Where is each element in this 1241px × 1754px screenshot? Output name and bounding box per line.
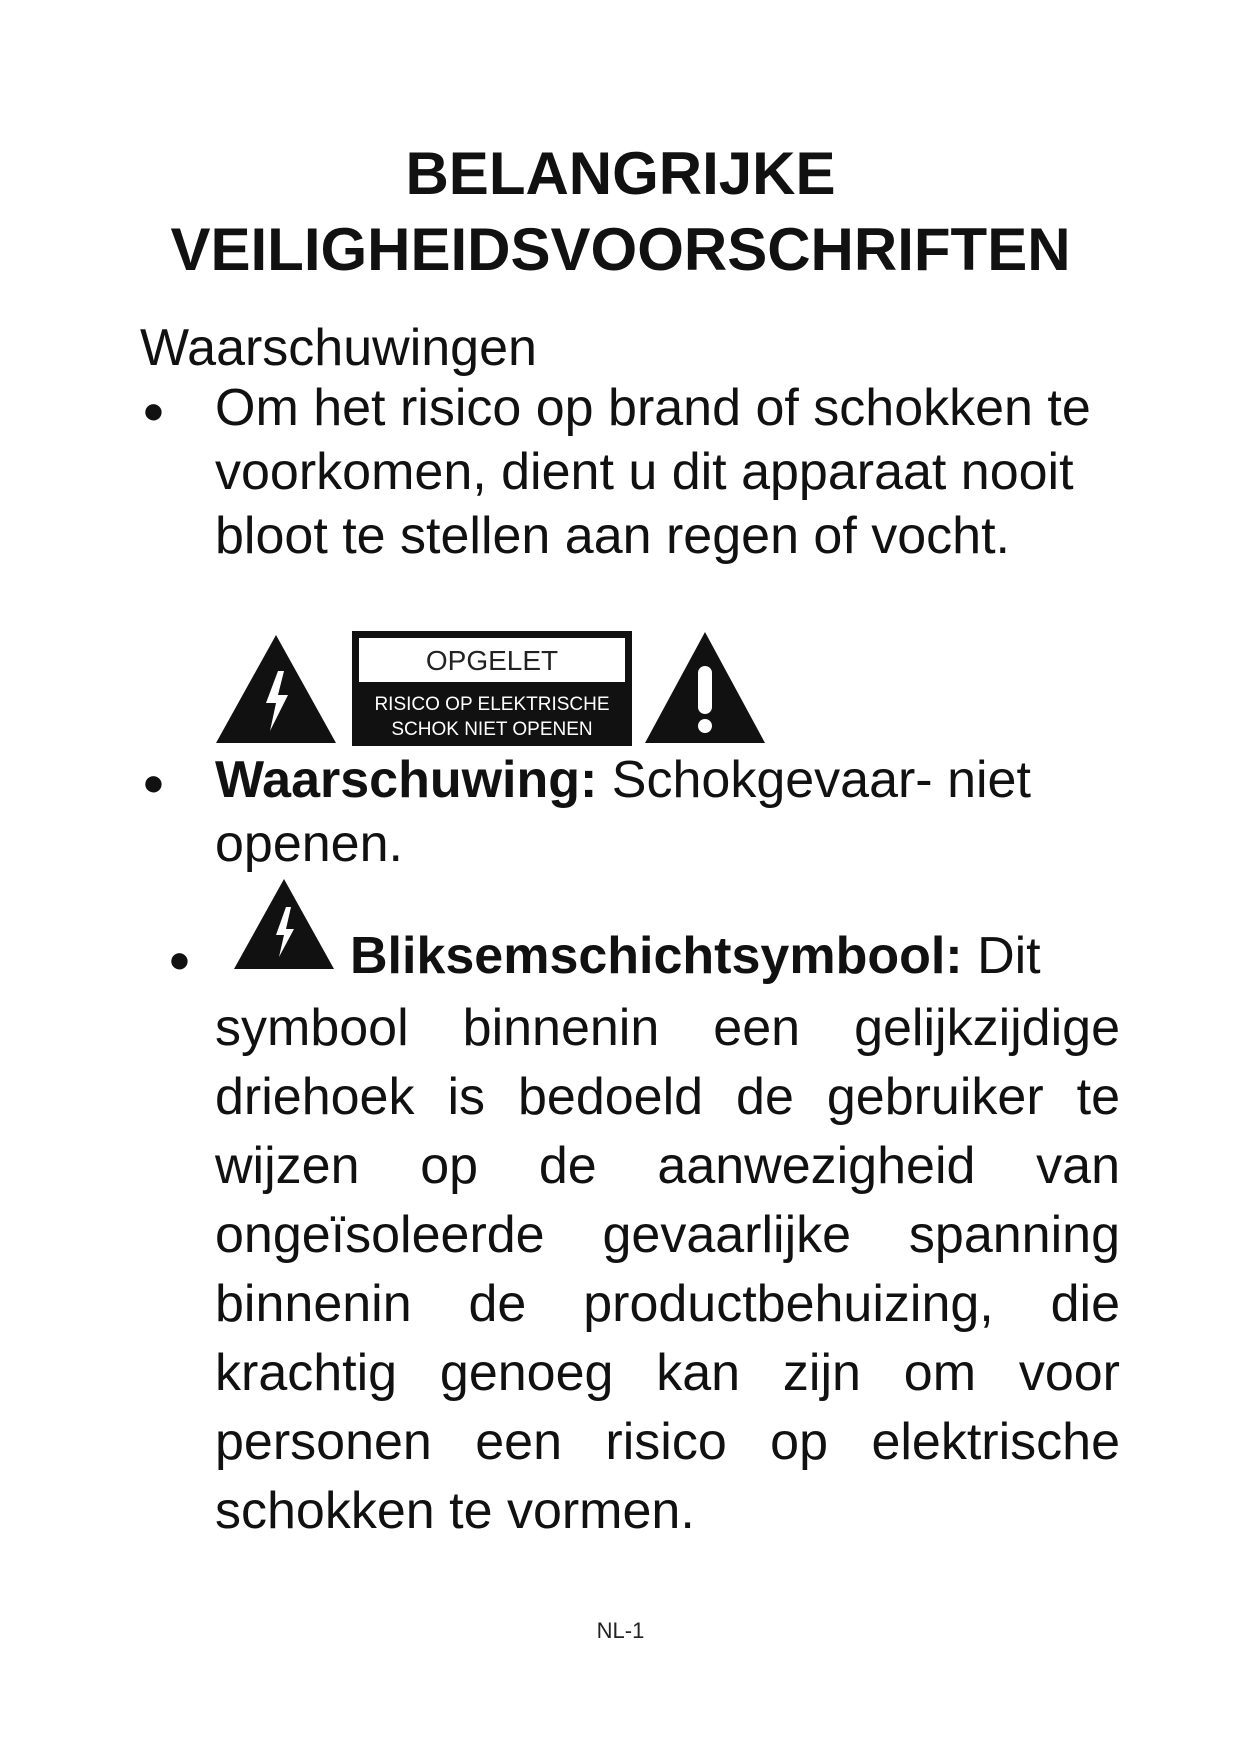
page-title [0, 136, 1241, 288]
bullet-3: ● [168, 939, 191, 981]
caution-label [352, 631, 632, 746]
caution-label-text [355, 686, 629, 743]
title-line-1: BELANGRIJKE [405, 140, 836, 207]
warning-item-3-heading [350, 924, 1095, 988]
warning-item-2-text: Schokgevaar- niet openen. [215, 751, 1031, 873]
page-number: NL-1 [596, 1618, 645, 1643]
warning-item-1: Om het risico op brand of schokken te voorkomen, dient u dit apparaat nooit bloot te stellen aan regen of vocht. [215, 379, 1091, 565]
bullet-1: ● [142, 390, 165, 432]
caution-label-title: OPGELET [359, 638, 625, 682]
caution-label-line-2: SCHOK NIET OPENEN [391, 719, 593, 740]
exclamation-dot [698, 719, 712, 733]
warning-item-2 [215, 748, 1115, 876]
exclamation-bar [698, 666, 712, 714]
exclamation-triangle-icon [643, 630, 767, 745]
lightning-triangle-icon [214, 633, 338, 745]
warning-item-2-label: Waarschuwing: [215, 751, 598, 809]
bullet-2: ● [142, 762, 165, 804]
lightning-triangle-icon-inline [232, 877, 336, 971]
warning-item-3-first-word: Dit [977, 927, 1041, 985]
caution-label-line-1: RISICO OP ELEKTRISCHE [374, 694, 610, 715]
section-heading: Waarschuwingen [140, 319, 537, 377]
title-line-2: VEILIGHEIDSVOORSCHRIFTEN [170, 216, 1071, 283]
warning-item-3-label: Bliksemschichtsymbool: [350, 927, 963, 985]
warning-item-3-body: symbool binnenin een gelijkzijdige driehoek is bedoeld de gebruiker te wijzen op de aanwezigheid van ongeïsoleerde gevaarlijke spanning binnenin de productbehuizing, die krachtig genoeg kan zijn om voor personen een risico op elektrische schokken te vormen. [215, 999, 1120, 1540]
